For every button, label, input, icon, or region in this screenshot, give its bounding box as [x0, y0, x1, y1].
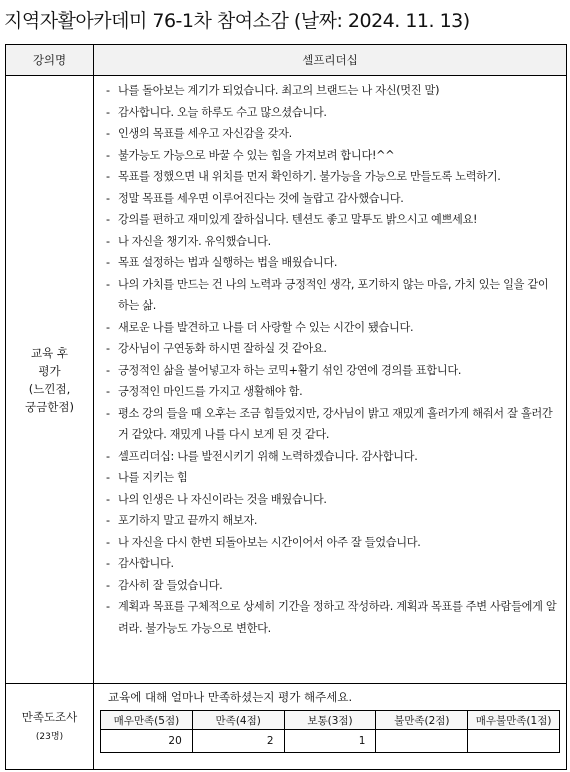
comment-item: - 계획과 목표를 구체적으로 상세히 기간을 정하고 작성하라. 계획과 목표를 주변 사람들에게 알려라. 불가능도 가능으로 변한다. — [104, 596, 558, 639]
comment-item: - 감사합니다. — [104, 553, 558, 575]
evaluation-row — [6, 76, 567, 684]
evaluation-label-line: 궁금한점) — [25, 399, 74, 414]
satisfaction-content — [94, 684, 567, 770]
rating-value-3: 1 — [284, 730, 376, 753]
rating-table — [100, 710, 560, 753]
comment-item: - 포기하지 말고 끝까지 해보자. — [104, 510, 558, 532]
header-row — [6, 45, 567, 76]
comment-item: - 나를 돌아보는 계기가 되었습니다. 최고의 브랜드는 나 자신(멋진 말) — [104, 80, 558, 102]
rating-values-row — [101, 730, 560, 753]
satisfaction-question: 교육에 대해 얼마나 만족하셨는지 평가 해주세요. — [108, 690, 353, 704]
rating-col-4: 만족(4점) — [192, 711, 284, 730]
comment-list — [104, 80, 558, 639]
evaluation-label-line: 교육 후 — [31, 345, 68, 360]
lecture-name-label: 강의명 — [6, 45, 94, 76]
rating-value-4: 2 — [192, 730, 284, 753]
comment-item: - 목표를 정했으면 내 위치를 먼저 확인하기. 불가능을 가능으로 만들도록 노력하기. — [104, 166, 558, 188]
comment-item: - 감사히 잘 들었습니다. — [104, 575, 558, 597]
comment-item: - 불가능도 가능으로 바꿀 수 있는 힘을 가져보려 합니다!^^ — [104, 145, 558, 167]
evaluation-label-line: 평가 — [38, 363, 61, 378]
rating-col-5: 매우만족(5점) — [101, 711, 193, 730]
evaluation-comments-cell — [94, 76, 567, 684]
page-title: 지역자활아카데미 76-1차 참여소감 (날짜: 2024. 11. 13) — [4, 10, 470, 32]
rating-value-5: 20 — [101, 730, 193, 753]
evaluation-label — [6, 76, 94, 684]
satisfaction-label: 만족도조사 — [21, 709, 78, 724]
comment-item: - 감사합니다. 오늘 하루도 수고 많으셨습니다. — [104, 102, 558, 124]
rating-value-2 — [376, 730, 468, 753]
rating-col-2: 불만족(2점) — [376, 711, 468, 730]
rating-col-1: 매우불만족(1점) — [468, 711, 560, 730]
comment-item: - 긍정적인 삶을 불어넣고자 하는 코믹+활기 섞인 강연에 경의를 표합니다. — [104, 360, 558, 382]
comment-item: - 나를 지키는 힘 — [104, 467, 558, 489]
comment-item: - 목표 설정하는 법과 실행하는 법을 배웠습니다. — [104, 252, 558, 274]
satisfaction-label-cell — [6, 684, 94, 770]
comment-item: - 나의 인생은 나 자신이라는 것을 배웠습니다. — [104, 489, 558, 511]
rating-value-1 — [468, 730, 560, 753]
evaluation-label-line: (느낀점, — [28, 381, 71, 396]
comment-item: - 정말 목표를 세우면 이루어진다는 것에 놀랍고 감사했습니다. — [104, 188, 558, 210]
lecture-name-value: 셀프리더십 — [94, 45, 567, 76]
survey-table — [5, 44, 567, 770]
comment-item: - 나 자신을 챙기자. 유익했습니다. — [104, 231, 558, 253]
comment-item: - 나 자신을 다시 한번 되돌아보는 시간이어서 아주 잘 들었습니다. — [104, 532, 558, 554]
rating-header-row — [101, 711, 560, 730]
comment-item: - 새로운 나를 발견하고 나를 더 사랑할 수 있는 시간이 됐습니다. — [104, 317, 558, 339]
comment-item: - 강사님이 구연동화 하시면 잘하실 것 같아요. — [104, 338, 558, 360]
respondent-count: (23명) — [35, 731, 64, 742]
comment-item: - 평소 강의 들을 때 오후는 조금 힘들었지만, 강사님이 밝고 재밌게 흘러가게 해줘서 잘 흘러간 거 같았다. 재밌게 나를 다시 보게 된 것 같다. — [104, 403, 558, 446]
rating-col-3: 보통(3점) — [284, 711, 376, 730]
comment-item: - 나의 가치를 만드는 건 나의 노력과 긍정적인 생각, 포기하지 않는 마음, 가치 있는 일을 같이하는 삶. — [104, 274, 558, 317]
comment-item: - 긍정적인 마인드를 가지고 생활해야 함. — [104, 381, 558, 403]
comment-item: - 인생의 목표를 세우고 자신감을 갖자. — [104, 123, 558, 145]
comment-item: - 셀프리더십: 나를 발전시키기 위해 노력하겠습니다. 감사합니다. — [104, 446, 558, 468]
comment-item: - 강의를 편하고 재미있게 잘하십니다. 텐션도 좋고 말투도 밝으시고 예쁘세요! — [104, 209, 558, 231]
satisfaction-row — [6, 684, 567, 770]
